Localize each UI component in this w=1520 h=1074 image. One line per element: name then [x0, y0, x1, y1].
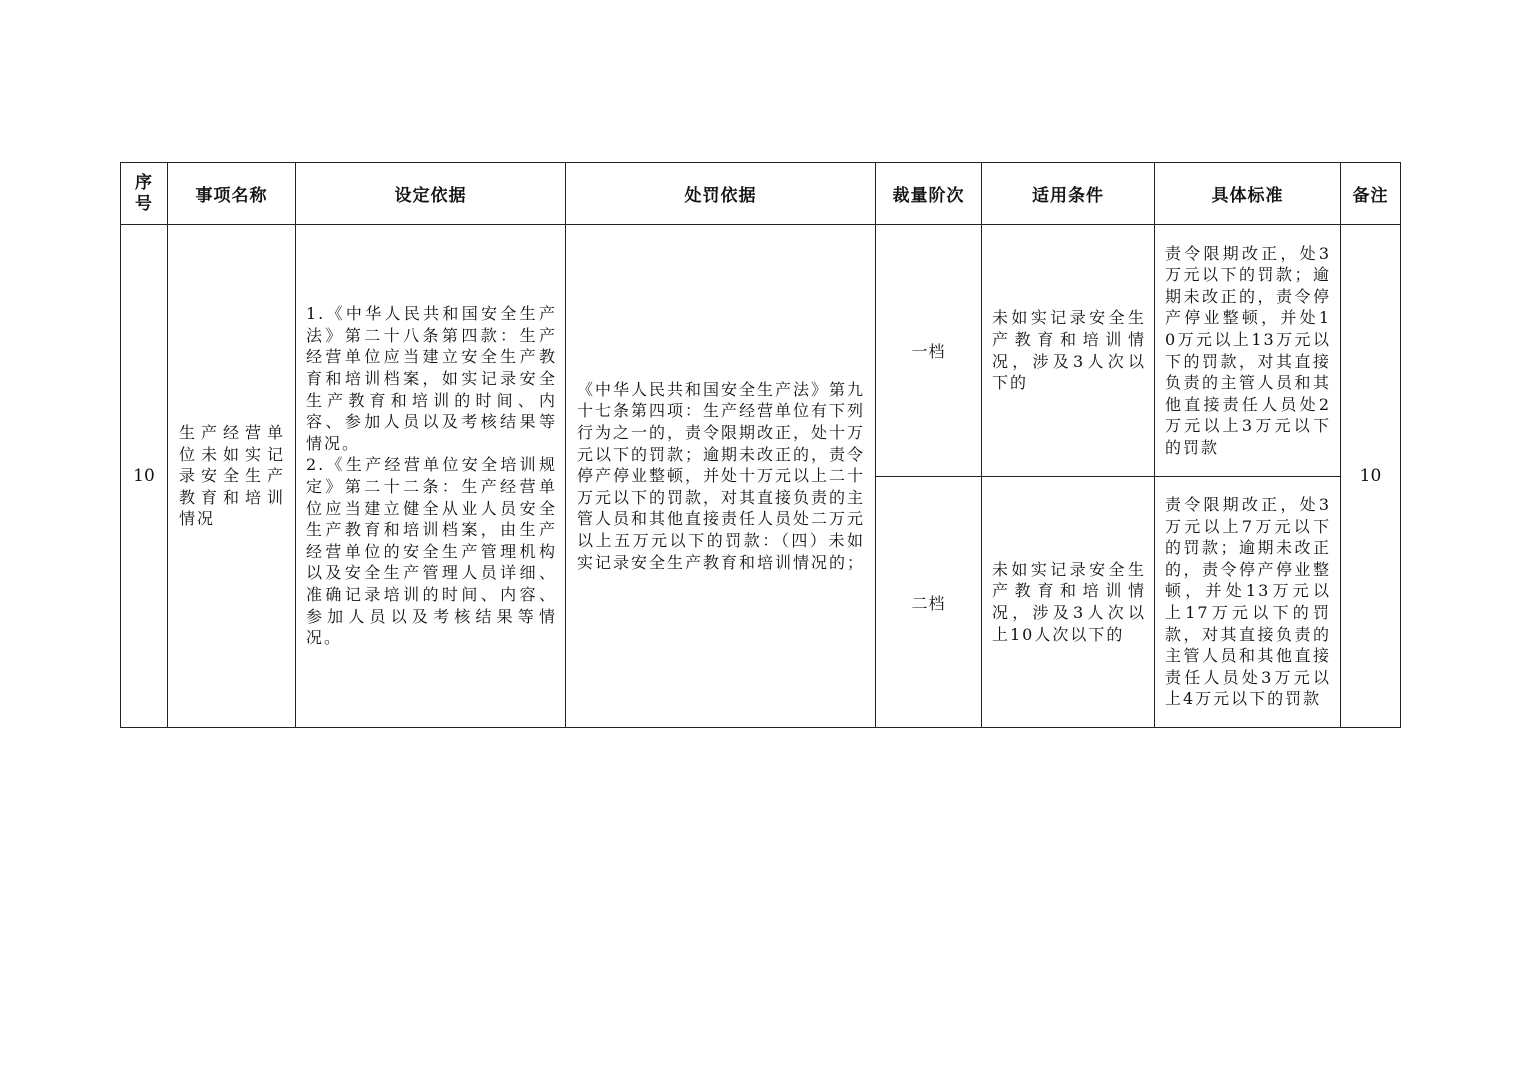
cell-standard-1 [1155, 225, 1341, 477]
item-name-text: 生产经营单位未如实记录安全生产教育和培训情况 [179, 423, 285, 529]
cell-penalty-basis [566, 225, 876, 728]
cell-condition-1 [982, 225, 1155, 477]
header-conditions: 适用条件 [982, 163, 1155, 225]
standard-1-text: 责令限期改正，处3万元以下的罚款；逾期未改正的，责令停产停业整顿，并处10万元以上13万元以下的罚款，对其直接负责的主管人员和其他直接责任人员处2万元以上3万元以下的罚款 [1165, 243, 1331, 457]
header-seq: 序 号 [121, 163, 168, 225]
penalty-basis-text: 《中华人民共和国安全生产法》第九十七条第四项：生产经营单位有下列行为之一的，责令限期改正，处十万元以下的罚款；逾期未改正的，责令停产停业整顿，并处十万元以上二十万元以下的罚款，对其直接负责的主管人员和其他直接责任人员处二万元以上五万元以下的罚款：（四）未如实记录安全生产教育和培训情况的； [577, 379, 866, 572]
cell-legal-basis [296, 225, 566, 728]
header-item-name: 事项名称 [168, 163, 296, 225]
header-penalty-basis: 处罚依据 [566, 163, 876, 225]
standard-2-text: 责令限期改正，处3万元以上7万元以下的罚款；逾期未改正的，责令停产停业整顿，并处13万元以上17万元以下的罚款，对其直接负责的主管人员和其他直接责任人员处3万元以上4万元以下的罚款 [1165, 495, 1331, 709]
condition-2-text: 未如实记录安全生产教育和培训情况，涉及3人次以上10人次以下的 [992, 559, 1146, 644]
cell-remarks: 10 [1341, 225, 1401, 728]
header-legal-basis: 设定依据 [296, 163, 566, 225]
condition-1-text: 未如实记录安全生产教育和培训情况，涉及3人次以下的 [992, 308, 1146, 393]
cell-condition-2 [982, 477, 1155, 728]
header-remarks: 备注 [1341, 163, 1401, 225]
cell-item-name [168, 225, 296, 728]
table-row [121, 225, 1401, 477]
cell-standard-2 [1155, 477, 1341, 728]
legal-basis-text: 1.《中华人民共和国安全生产法》第二十八条第四款：生产经营单位应当建立安全生产教育和培训档案，如实记录安全生产教育和培训的时间、内容、参加人员以及考核结果等情况。 2.《生产经营单位安全培训规定》第二十二条：生产经营单位应当建立健全从业人员安全生产教育和培训档案，由生产经营单位的安全生产管理机构以及安全生产管理人员详细、准确记录培训的时间、内容、参加人员以及考核结果等情况。 [306, 304, 557, 648]
cell-seq: 10 [121, 225, 168, 728]
penalty-standard-table [120, 162, 1401, 728]
cell-level-2: 二档 [876, 477, 982, 728]
header-discretion-level: 裁量阶次 [876, 163, 982, 225]
cell-level-1: 一档 [876, 225, 982, 477]
header-row [121, 163, 1401, 225]
header-standard: 具体标准 [1155, 163, 1341, 225]
